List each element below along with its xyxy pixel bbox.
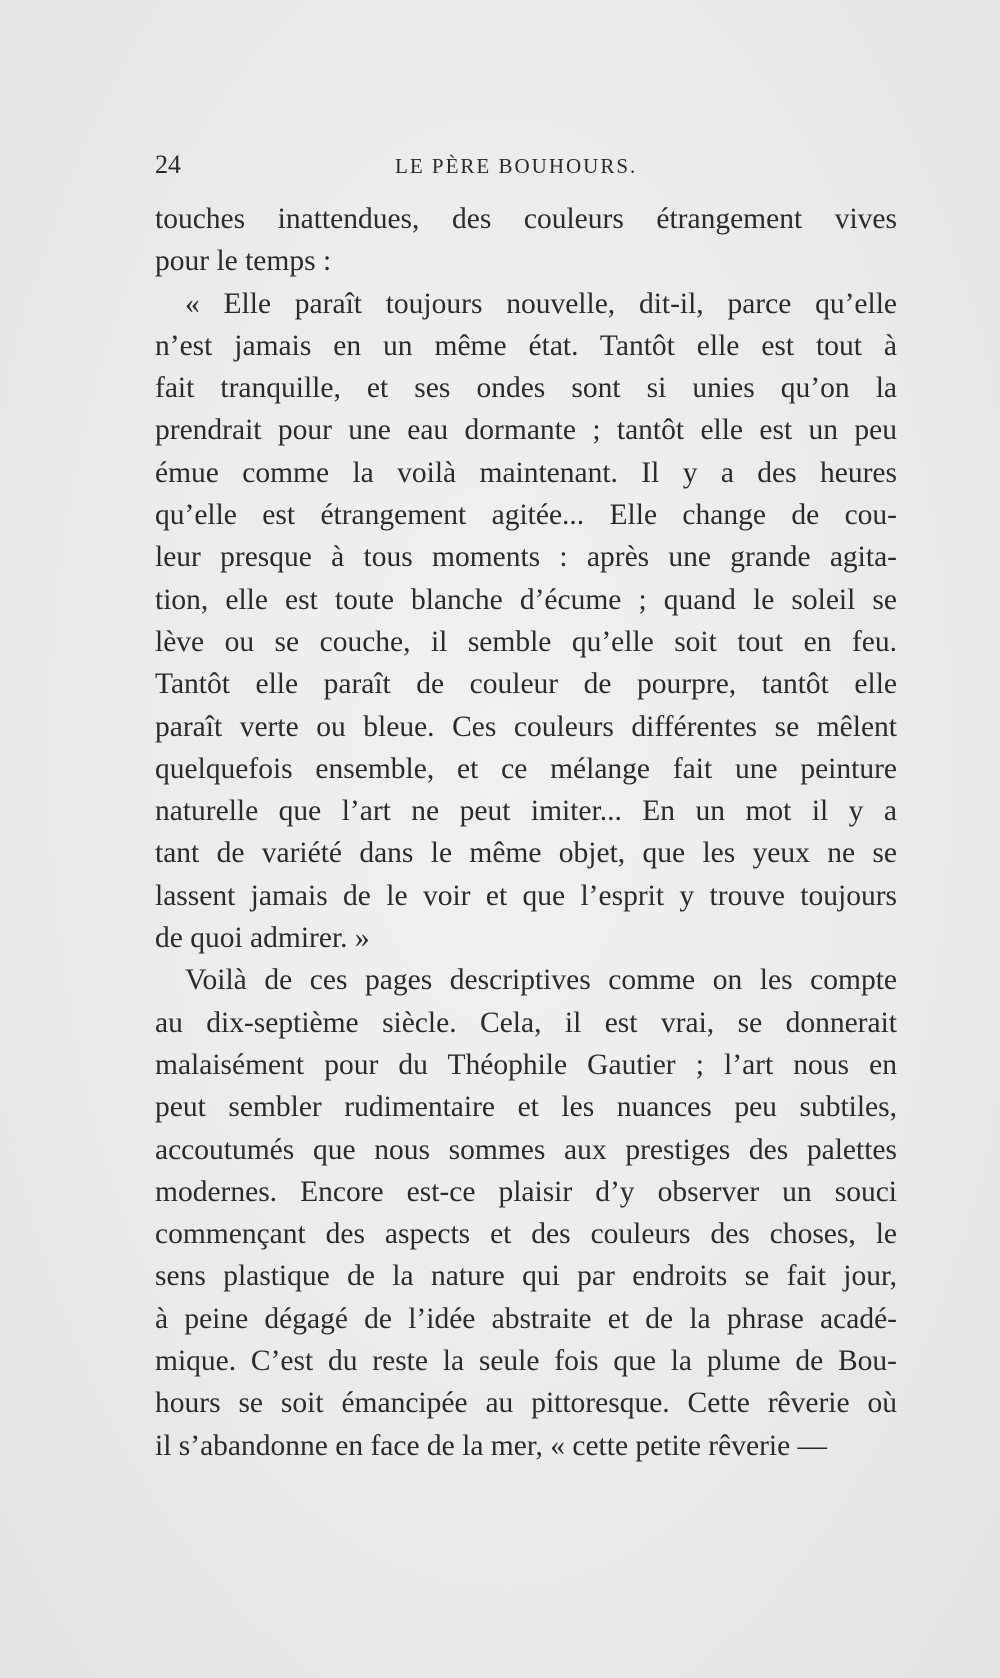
text-line: malaisément pour du Théophile Gautier ; l’art nous en <box>155 1048 897 1081</box>
text-line: accoutumés que nous sommes aux prestiges des palettes <box>155 1133 897 1166</box>
text-line: peut sembler rudimentaire et les nuances peu subtiles, <box>155 1091 897 1124</box>
text-line: leur presque à tous moments : après une grande agita- <box>155 541 897 574</box>
text-line: fait tranquille, et ses ondes sont si unies qu’on la <box>155 372 897 405</box>
text-line: Voilà de ces pages descriptives comme on les compte <box>185 964 897 997</box>
text-line: prendrait pour une eau dormante ; tantôt elle est un peu <box>155 414 897 447</box>
text-line: il s’abandonne en face de la mer, « cette petite rêverie — <box>155 1429 828 1462</box>
running-head-title: LE PÈRE BOUHOURS. <box>395 154 638 178</box>
text-line: paraît verte ou bleue. Ces couleurs différentes se mêlent <box>155 710 897 743</box>
text-line: commençant des aspects et des couleurs des choses, le <box>155 1218 897 1251</box>
text-line: au dix-septième siècle. Cela, il est vrai, se donnerait <box>155 1006 897 1039</box>
text-line: émue comme la voilà maintenant. Il y a des heures <box>155 456 897 489</box>
text-line: sens plastique de la nature qui par endroits se fait jour, <box>155 1260 897 1293</box>
text-line: qu’elle est étrangement agitée... Elle change de cou- <box>155 499 897 532</box>
body-text <box>155 198 897 1467</box>
text-line: lève ou se couche, il semble qu’elle soit tout en feu. <box>155 625 897 658</box>
text-line: quelquefois ensemble, et ce mélange fait une peinture <box>155 752 897 785</box>
text-line: touches inattendues, des couleurs étrangement vives <box>155 203 897 235</box>
page-number: 24 <box>155 150 181 179</box>
text-line: pour le temps : <box>155 245 332 278</box>
text-line: n’est jamais en un même état. Tantôt elle est tout à <box>155 329 897 362</box>
text-line: mique. C’est du reste la seule fois que la plume de Bou- <box>155 1345 897 1378</box>
text-line: de quoi admirer. » <box>155 922 370 955</box>
text-line: lassent jamais de le voir et que l’esprit y trouve toujours <box>155 879 897 912</box>
text-line: tant de variété dans le même objet, que les yeux ne se <box>155 837 897 870</box>
text-line: naturelle que l’art ne peut imiter... En un mot il y a <box>155 795 897 828</box>
text-line: tion, elle est toute blanche d’écume ; quand le soleil se <box>155 583 897 616</box>
text-line: à peine dégagé de l’idée abstraite et de la phrase acadé- <box>155 1302 897 1335</box>
running-head <box>155 150 895 190</box>
text-line: « Elle paraît toujours nouvelle, dit-il, parce qu’elle <box>185 287 897 320</box>
text-line: Tantôt elle paraît de couleur de pourpre, tantôt elle <box>155 668 897 701</box>
text-line: modernes. Encore est-ce plaisir d’y observer un souci <box>155 1175 897 1208</box>
text-line: hours se soit émancipée au pittoresque. Cette rêverie où <box>155 1387 897 1420</box>
